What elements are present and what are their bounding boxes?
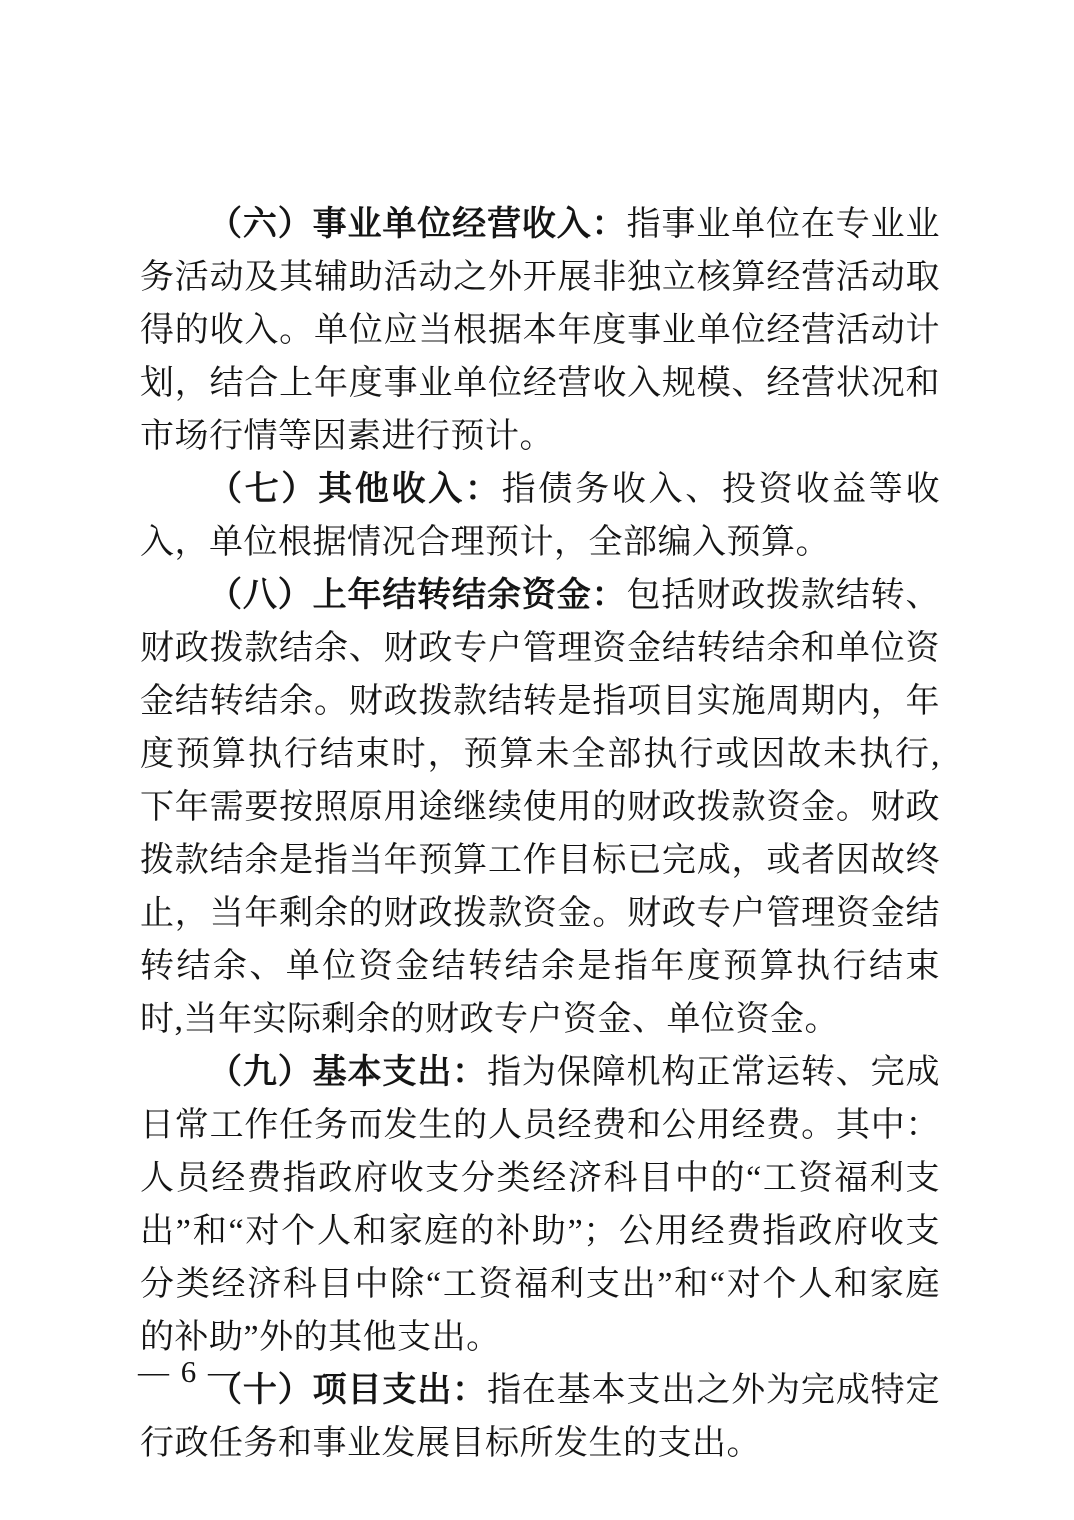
- paragraph-lead: （七）其他收入：: [208, 471, 502, 508]
- paragraph-text: 指在基本支出之外为完成特定行政任务和事业发展目标所发生的支出。: [140, 1372, 940, 1462]
- paragraph-carryover-funds: [140, 569, 940, 1046]
- paragraph-lead: （九）基本支出：: [208, 1054, 487, 1091]
- paragraph-text: 指债务收入、投资收益等收入，单位根据情况合理预计，全部编入预算。: [140, 471, 941, 561]
- paragraph-other-income: [140, 463, 940, 569]
- paragraph-project-expenditure: [140, 1364, 940, 1470]
- page-number: — 6 —: [138, 1354, 241, 1389]
- paragraph-basic-expenditure: [140, 1046, 940, 1364]
- paragraph-text: 指为保障机构正常运转、完成日常工作任务而发生的人员经费和公用经费。其中：人员经费指政府收支分类经济科目中的“工资福利支出”和“对个人和家庭的补助”；公用经费指政府收支分类经济科目中除“工资福利支出”和“对个人和家庭的补助”外的其他支出。: [140, 1054, 940, 1356]
- paragraph-lead: （八）上年结转结余资金：: [208, 577, 627, 614]
- paragraph-lead: （十）项目支出：: [208, 1372, 487, 1409]
- paragraph-text: 指事业单位在专业业务活动及其辅助活动之外开展非独立核算经营活动取得的收入。单位应当根据本年度事业单位经营活动计划，结合上年度事业单位经营收入规模、经营状况和市场行情等因素进行预计。: [140, 206, 940, 455]
- document-body: [140, 198, 940, 1470]
- paragraph-text: 包括财政拨款结转、财政拨款结余、财政专户管理资金结转结余和单位资金结转结余。财政拨款结转是指项目实施周期内，年度预算执行结束时，预算未全部执行或因故未执行,下年需要按照原用途继续使用的财政拨款资金。财政拨款结余是指当年预算工作目标已完成，或者因故终止，当年剩余的财政拨款资金。财政专户管理资金结转结余、单位资金结转结余是指年度预算执行结束时,当年实际剩余的财政专户资金、单位资金。: [140, 577, 940, 1038]
- paragraph-operating-income: [140, 198, 940, 463]
- paragraph-lead: （六）事业单位经营收入：: [208, 206, 627, 243]
